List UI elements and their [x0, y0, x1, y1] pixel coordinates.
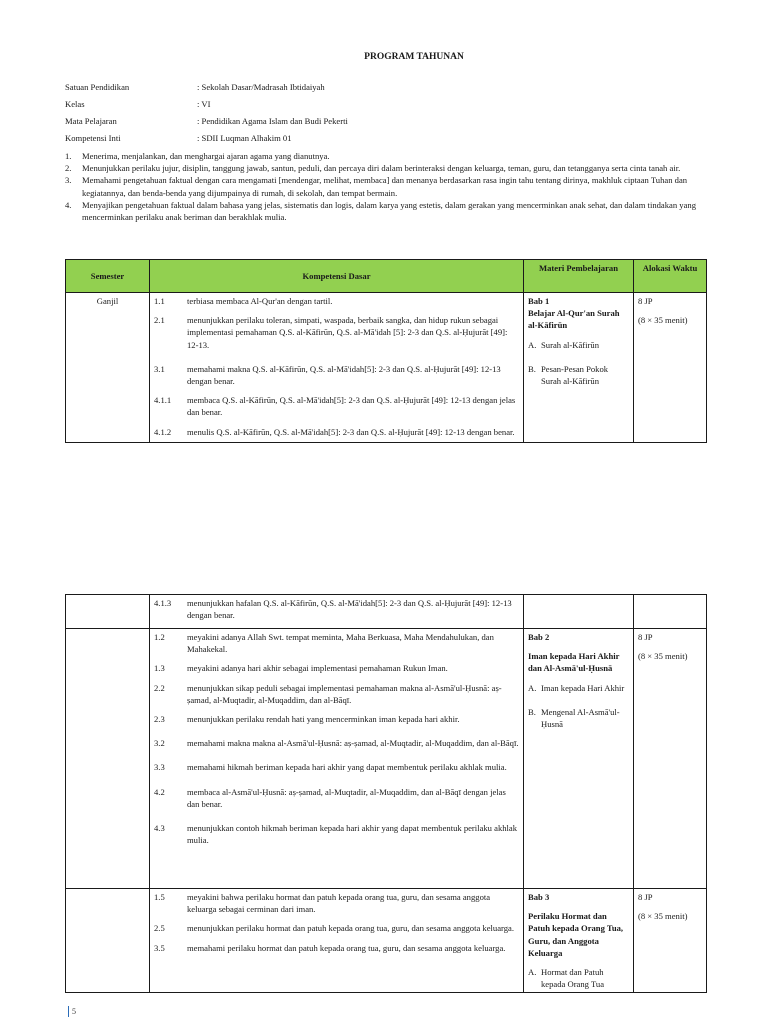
kd-code: 4.3 [154, 823, 165, 834]
kd-text: menunjukkan contoh hikmah beriman kepada hari akhir yang dapat membentuk perilaku akhlak mulia. [187, 823, 518, 846]
kd-text: menunjukkan perilaku toleran, simpati, waspada, berbaik sangka, dan hidup rukun sebagai implementasi pemahaman Q.S. al-Kāfirūn, Q.S. al-Mā'idah [5]: 2-3 dan Q.S. al-Ḥujurāt [49]: 12-13. [187, 315, 508, 350]
meta-row-mapel [65, 115, 348, 127]
materi-cell [524, 889, 634, 993]
jp-value: 8 JP [638, 296, 653, 306]
meta-key: Mata Pelajaran [65, 116, 117, 126]
sub-text: Iman kepada Hari Akhir [541, 682, 625, 693]
kd-code: 3.1 [154, 363, 165, 374]
materi-sub-item [528, 682, 629, 694]
kd-code: 2.3 [154, 714, 165, 725]
kompetensi-table [65, 259, 707, 443]
list-number: 2. [65, 163, 72, 174]
kd-text: meyakini bahwa perilaku hormat dan patuh kepada orang tua, guru, dan sesama anggota keluarga sebagai cerminan dari iman. [187, 892, 491, 915]
kd-item [154, 631, 519, 655]
kd-cell [150, 889, 524, 993]
kd-item [154, 713, 519, 725]
kd-cell [150, 629, 524, 889]
page-number: 5 [68, 1006, 76, 1017]
semester-cell: Ganjil [66, 293, 150, 443]
kd-text: menunjukkan sikap peduli sebagai implementasi pemahaman makna al-Asmā'ul-Ḥusnā: aṣ-ṣamad, al-Muqtadir, al-Muqaddim, dan al-Bāqī. [187, 682, 502, 705]
kd-text: memahami makna makna al-Asmā'ul-Ḥusnā: aṣ-ṣamad, al-Muqtadir, al-Muqaddim, dan al-Bāqī. [187, 738, 519, 749]
kd-text: memahami makna Q.S. al-Kāfirūn, Q.S. al-Mā'idah[5]: 2-3 dan Q.S. al-Ḥujurāt [49]: 12-13 dengan benar. [187, 363, 501, 387]
bab-title: Iman kepada Hari Akhir dan Al-Asmā'ul-Ḥusnā [528, 651, 620, 674]
kd-code: 2.5 [154, 923, 165, 934]
kd-code: 1.2 [154, 632, 165, 642]
list-item [65, 150, 705, 162]
kd-code: 1.3 [154, 663, 165, 674]
sub-letter: A. [528, 339, 537, 350]
kd-cell [150, 293, 524, 443]
sub-letter: A. [528, 967, 537, 978]
materi-sub-item [528, 339, 629, 351]
kd-item [154, 314, 519, 351]
meta-value: : VI [197, 99, 211, 109]
list-text: Menunjukkan perilaku jujur, disiplin, tanggung jawab, santun, peduli, dan percaya diri dalam berinteraksi dengan keluarga, teman, guru, dan tetangganya serta cinta tanah air. [82, 163, 681, 174]
table-row [66, 629, 707, 889]
kd-code: 4.2 [154, 786, 165, 797]
kd-code: 3.2 [154, 738, 165, 749]
meta-value: : SDII Luqman Alhakim 01 [197, 133, 292, 143]
kd-item [154, 922, 519, 934]
kompetensi-table-continued [65, 594, 707, 993]
list-text: Memahami pengetahuan faktual dengan cara mengamati [mendengar, melihat, membaca] dan menanya berdasarkan rasa ingin tahu tentang dirinya, makhluk ciptaan Tuhan dan kegiatannya, dan benda-benda yang dijumpainya di rumah, di sekolah, dan tempat bermain. [82, 175, 688, 198]
kd-item [154, 822, 519, 846]
kompetensi-inti-list [65, 150, 705, 223]
materi-sub-item [528, 706, 629, 730]
sub-letter: B. [528, 363, 536, 374]
materi-cell [524, 629, 634, 889]
kd-item [154, 942, 519, 954]
meta-key: Kelas [65, 99, 85, 109]
list-number: 4. [65, 199, 72, 210]
kd-item [154, 662, 519, 674]
alokasi-cell [634, 889, 707, 993]
list-item [65, 199, 705, 223]
menit-value: (8 × 35 menit) [638, 315, 688, 326]
kd-text: membaca al-Asmā'ul-Ḥusnā: aṣ-ṣamad, al-Muqtadir, al-Muqaddim, dan al-Bāqī dengan jelas dan benar. [187, 786, 506, 809]
bab-number: Bab 1 [528, 296, 550, 306]
kd-item [154, 295, 519, 307]
kd-item [154, 891, 519, 915]
header-kompetensi-dasar: Kompetensi Dasar [150, 260, 524, 293]
bab-title: Perilaku Hormat dan Patuh kepada Orang Tua, Guru, dan Anggota Keluarga [528, 911, 624, 958]
kd-text: menunjukkan hafalan Q.S. al-Kāfirūn, Q.S. al-Mā'idah[5]: 2-3 dan Q.S. al-Ḥujurāt [49]: 12-13 dengan benar. [187, 598, 512, 621]
menit-value: (8 × 35 menit) [638, 911, 688, 922]
kd-code: 4.1.3 [154, 598, 172, 608]
materi-sub-item [528, 363, 629, 387]
kd-text: memahami perilaku hormat dan patuh kepada orang tua, guru, dan sesama anggota keluarga. [187, 942, 506, 953]
bab-number: Bab 2 [528, 632, 550, 642]
kd-code: 4.1.2 [154, 426, 172, 437]
meta-key: Kompetensi Inti [65, 133, 121, 143]
kd-item [154, 682, 519, 706]
meta-value: : Pendidikan Agama Islam dan Budi Pekerti [197, 116, 348, 126]
meta-row-kelas [65, 98, 210, 110]
kd-text: menunjukkan perilaku rendah hati yang mencerminkan iman kepada hari akhir. [187, 714, 460, 725]
sub-text: Mengenal Al-Asmā'ul-Ḥusnā [541, 706, 620, 730]
header-alokasi: Alokasi Waktu [634, 260, 707, 293]
meta-row-ki [65, 132, 292, 144]
kd-text: meyakini adanya hari akhir sebagai implementasi pemahaman Rukun Iman. [187, 663, 448, 674]
alokasi-cell [634, 595, 707, 629]
kd-text: menulis Q.S. al-Kāfirūn, Q.S. al-Mā'idah[5]: 2-3 dan Q.S. al-Ḥujurāt [49]: 12-13 dengan benar. [187, 426, 515, 437]
materi-cell [524, 595, 634, 629]
sub-text: Hormat dan Patuh kepada Orang Tua [541, 967, 605, 990]
menit-value: (8 × 35 menit) [638, 651, 688, 662]
kd-text: terbiasa membaca Al-Qur'an dengan tartil. [187, 296, 333, 306]
sub-letter: A. [528, 682, 537, 693]
kd-item [154, 426, 519, 438]
meta-value: : Sekolah Dasar/Madrasah Ibtidaiyah [197, 82, 325, 92]
table-row [66, 293, 707, 443]
kd-code: 4.1.1 [154, 395, 172, 406]
kd-code: 2.2 [154, 682, 165, 693]
list-item [65, 162, 705, 174]
header-materi: Materi Pembelajaran [524, 260, 634, 293]
kd-code: 2.1 [154, 315, 165, 326]
materi-cell [524, 293, 634, 443]
kd-code: 3.5 [154, 942, 165, 953]
jp-value: 8 JP [638, 632, 653, 642]
list-text: Menerima, menjalankan, dan menghargai ajaran agama yang dianutnya. [82, 151, 330, 161]
kd-code: 1.1 [154, 296, 165, 306]
kd-item [154, 394, 519, 418]
table-row [66, 595, 707, 629]
kd-item [154, 363, 519, 387]
list-text: Menyajikan pengetahuan faktual dalam bahasa yang jelas, sistematis dan logis, dalam karya yang estetis, dalam gerakan yang mencerminkan anak sehat, dan dalam tindakan yang mencerminkan perilaku anak beriman dan berakhlak mulia. [82, 199, 696, 223]
materi-sub-item [528, 966, 629, 990]
list-item [65, 174, 705, 198]
header-semester: Semester [66, 260, 150, 293]
alokasi-cell [634, 629, 707, 889]
bab-title: Belajar Al-Qur'an Surah al-Kāfirūn [528, 308, 620, 331]
sub-letter: B. [528, 706, 536, 717]
kd-text: menunjukkan perilaku hormat dan patuh kepada orang tua, guru, dan sesama anggota keluarga. [187, 923, 515, 934]
list-number: 1. [65, 151, 72, 161]
kd-text: membaca Q.S. al-Kāfirūn, Q.S. al-Mā'idah[5]: 2-3 dan Q.S. al-Ḥujurāt [49]: 12-13 dengan jelas dan benar. [187, 395, 516, 418]
kd-text: meyakini adanya Allah Swt. tempat meminta, Maha Berkuasa, Maha Mendahulukan, dan Mahakekal. [187, 632, 494, 655]
kd-item [154, 737, 519, 749]
semester-cell [66, 889, 150, 993]
list-number: 3. [65, 175, 72, 186]
semester-cell [66, 629, 150, 889]
kd-item [154, 761, 519, 773]
sub-text: Pesan-Pesan Pokok Surah al-Kāfirūn [541, 363, 609, 387]
kd-item [154, 786, 519, 810]
kd-code: 3.3 [154, 762, 165, 773]
kd-item [154, 597, 519, 621]
jp-value: 8 JP [638, 892, 653, 902]
meta-key: Satuan Pendidikan [65, 82, 130, 92]
semester-cell [66, 595, 150, 629]
kd-cell [150, 595, 524, 629]
kd-text: memahami hikmah beriman kepada hari akhir yang dapat membentuk perilaku akhlak mulia. [187, 762, 507, 773]
sub-text: Surah al-Kāfirūn [541, 339, 599, 350]
kd-code: 1.5 [154, 892, 165, 902]
table-row [66, 889, 707, 993]
bab-number: Bab 3 [528, 892, 550, 902]
table-header-row [66, 260, 707, 293]
alokasi-cell [634, 293, 707, 443]
document-title: PROGRAM TAHUNAN [364, 52, 464, 62]
meta-row-satuan [65, 81, 325, 93]
